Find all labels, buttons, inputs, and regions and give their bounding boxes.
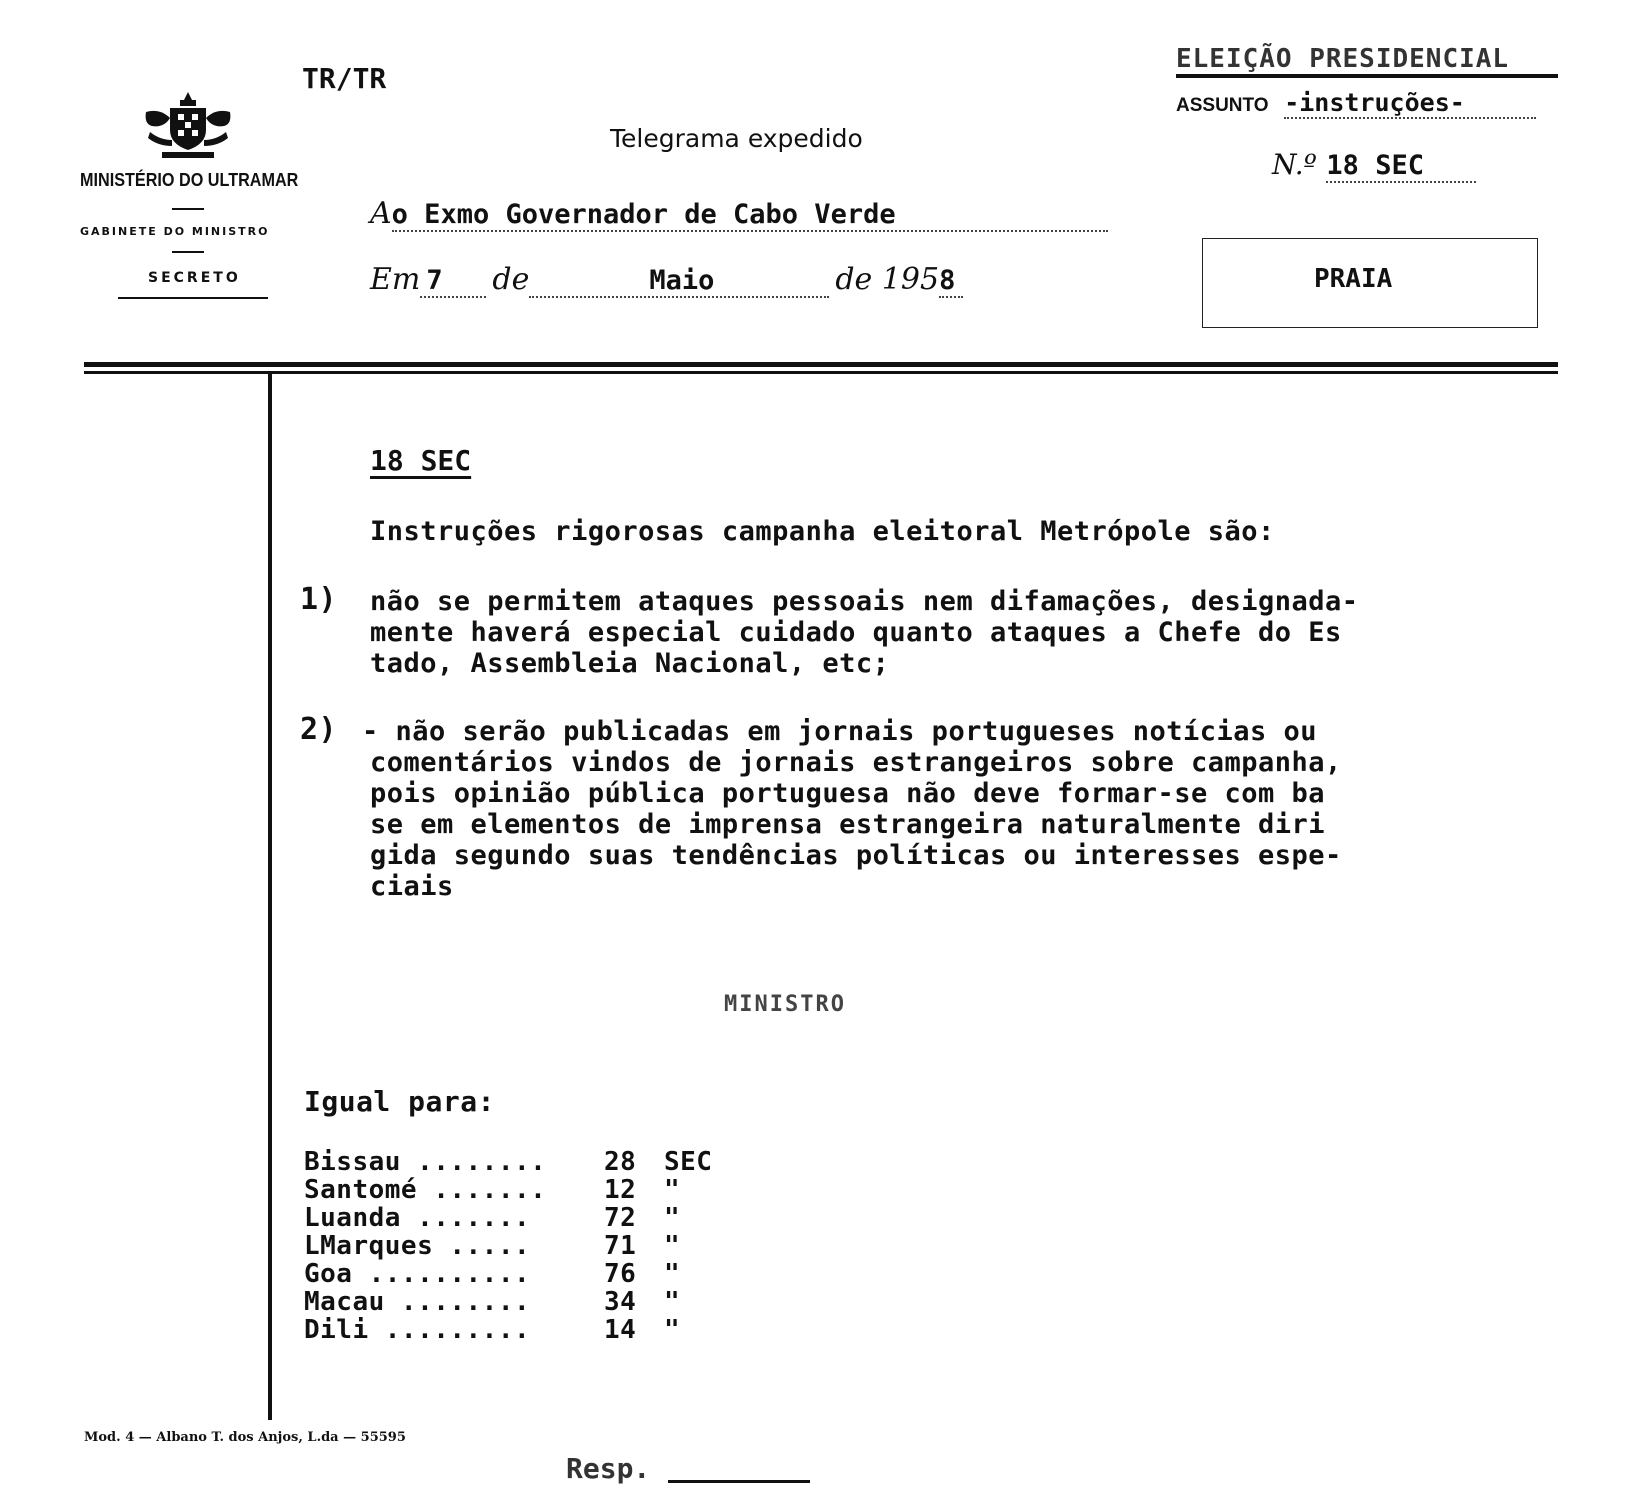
- printer-imprint: Mod. 4 — Albano T. dos Anjos, L.da — 55595: [84, 1430, 406, 1445]
- assunto-line: [1176, 88, 1536, 119]
- list-item: [304, 1287, 712, 1318]
- item2-marker: 2): [300, 712, 338, 747]
- classification-label: SECRETO: [148, 270, 241, 286]
- recipient-number: 71: [604, 1231, 637, 1261]
- coat-of-arms-emblem: [140, 88, 236, 166]
- list-item: [304, 1147, 713, 1178]
- item1-marker: 1): [300, 582, 338, 617]
- subject-underline: [1176, 74, 1558, 78]
- divider: [172, 208, 204, 210]
- recipient-suffix: ": [664, 1231, 681, 1261]
- divider: [118, 297, 268, 299]
- intro-line: Instruções rigorosas campanha eleitoral Metrópole são:: [370, 516, 1275, 547]
- date-year-digit: 8: [939, 265, 963, 298]
- recipient-number: 12: [604, 1175, 637, 1205]
- subject-heading: ELEIÇÃO PRESIDENCIAL: [1176, 44, 1510, 74]
- recipient-suffix: ": [664, 1287, 681, 1317]
- recipient-number: 34: [604, 1287, 637, 1317]
- list-item: [304, 1259, 712, 1290]
- recipient-name: LMarques .....: [304, 1231, 531, 1261]
- date-month: Maio: [529, 265, 829, 298]
- date-de-1: de: [492, 262, 530, 297]
- date-line: [370, 262, 963, 298]
- recipient-suffix: ": [664, 1175, 681, 1205]
- igual-para-label: Igual para:: [304, 1085, 495, 1118]
- recipient-name: Luanda .......: [304, 1203, 531, 1233]
- item1-line: não se permitem ataques pessoais nem difamações, designada-: [370, 586, 1359, 617]
- date-day: 7: [420, 265, 486, 298]
- date-prefix: Em: [370, 262, 421, 297]
- recipient-number: 76: [604, 1259, 637, 1289]
- recipient-number: 72: [604, 1203, 637, 1233]
- recipient-suffix: SEC: [664, 1147, 713, 1177]
- number-label: N.º: [1272, 148, 1317, 181]
- number-value: 18 SEC: [1326, 150, 1476, 183]
- item2-line: pois opinião pública portuguesa não deve formar-se com ba: [370, 778, 1326, 809]
- signature: MINISTRO: [724, 992, 846, 1017]
- number-line: [1272, 148, 1476, 183]
- cabinet-name: GABINETE DO MINISTRO: [80, 225, 270, 238]
- addressee-prefix: A: [370, 196, 392, 231]
- header-rule-bottom: [84, 371, 1558, 374]
- recipient-name: Santomé .......: [304, 1175, 547, 1205]
- addressee-value: o Exmo Governador de Cabo Verde: [392, 199, 1108, 232]
- margin-line: [268, 374, 272, 1420]
- recipient-number: 14: [604, 1315, 637, 1345]
- item2-line: ciais: [370, 871, 454, 902]
- list-item: [304, 1175, 712, 1206]
- item1-line: tado, Assembleia Nacional, etc;: [370, 648, 890, 679]
- ministry-name: MINISTÉRIO DO ULTRAMAR: [80, 170, 299, 190]
- list-item: [304, 1315, 712, 1346]
- list-item: [304, 1203, 712, 1234]
- recipient-suffix: ": [664, 1315, 681, 1345]
- header-rule-top: [84, 362, 1558, 367]
- recipient-name: Bissau ........: [304, 1147, 547, 1177]
- form-title: Telegrama expedido: [610, 124, 863, 153]
- assunto-value: -instruções-: [1284, 88, 1536, 119]
- body-reference: 18 SEC: [370, 444, 472, 477]
- item2-line: comentários vindos de jornais estrangeiros sobre campanha,: [370, 747, 1342, 778]
- date-de-2: de 195: [835, 262, 940, 297]
- recipient-suffix: ": [664, 1203, 681, 1233]
- recipient-name: Dili .........: [304, 1315, 531, 1345]
- resp-label: Resp.: [566, 1452, 651, 1485]
- recipient-name: Macau ........: [304, 1287, 531, 1317]
- recipient-number: 28: [604, 1147, 637, 1177]
- recipient-name: Goa ..........: [304, 1259, 531, 1289]
- recipient-list: [304, 1147, 713, 1346]
- resp-underline: [668, 1480, 810, 1483]
- ref-code: TR/TR: [302, 62, 387, 95]
- recipient-suffix: ": [664, 1259, 681, 1289]
- list-item: [304, 1231, 712, 1262]
- assunto-label: ASSUNTO: [1176, 95, 1269, 116]
- divider: [172, 251, 204, 253]
- item2-line: - não serão publicadas em jornais portugueses notícias ou: [362, 716, 1318, 747]
- destination-value: PRAIA: [1314, 264, 1393, 294]
- item2-line: gida segundo suas tendências políticas ou interesses espe-: [370, 840, 1342, 871]
- item1-line: mente haverá especial cuidado quanto ataques a Chefe do Es: [370, 617, 1342, 648]
- addressee-line: [370, 196, 1126, 232]
- item2-line: se em elementos de imprensa estrangeira naturalmente diri: [370, 809, 1326, 840]
